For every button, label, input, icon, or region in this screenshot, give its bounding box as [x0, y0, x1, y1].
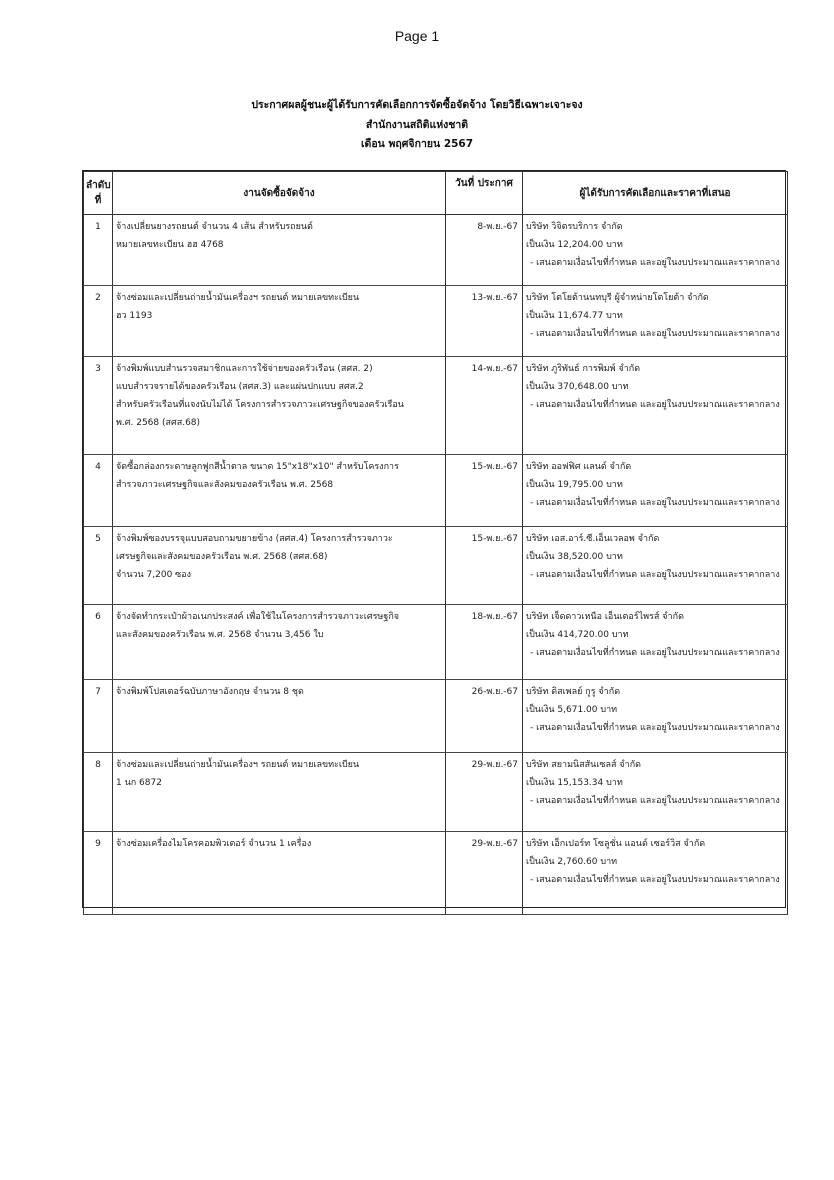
- vendor-amount: เป็นเงิน 19,795.00 บาท: [526, 480, 623, 490]
- item-line: จ้างพิมพ์แบบสำนรวจสมาชิกและการใช้จ่ายของครัวเรือน (สศส. 2): [116, 364, 373, 374]
- vendor-name: บริษัท สยามนิสสันเซลส์ จำกัด: [526, 760, 641, 770]
- item-line: จ้างพิมพ์ซองบรรจุแบบสอบถามขยายข้าง (สศส.4) โครงการสำรวจภาวะ: [116, 534, 393, 544]
- vendor-amount: เป็นเงิน 11,674.77 บาท: [526, 311, 623, 321]
- vendor-condition: - เสนอตามเงื่อนไขที่กำหนด และอยู่ในงบประมาณและราคากลาง: [530, 723, 780, 733]
- row-number: 2: [84, 286, 113, 357]
- row-date: 13-พ.ย.-67: [446, 286, 523, 357]
- row-date: 15-พ.ย.-67: [446, 455, 523, 527]
- row-date: 14-พ.ย.-67: [446, 357, 523, 455]
- item-line: จัดซื้อกล่องกระดาษลูกฟูกสีน้ำตาล ขนาด 15"x18"x10" สำหรับโครงการ: [116, 462, 399, 472]
- row-date: 8-พ.ย.-67: [446, 215, 523, 286]
- vendor-amount: เป็นเงิน 38,520.00 บาท: [526, 552, 623, 562]
- table-row: [84, 605, 788, 680]
- item-line: เศรษฐกิจและสังคมของครัวเรือน พ.ศ. 2568 (สศส.68): [116, 552, 328, 562]
- row-date: 29-พ.ย.-67: [446, 753, 523, 832]
- row-vendor: [523, 286, 788, 357]
- row-item: [113, 680, 446, 753]
- item-line: จ้างพิมพ์โปสเตอร์ฉบับภาษาอังกฤษ จำนวน 8 ชุด: [116, 687, 304, 697]
- row-item: [113, 605, 446, 680]
- table-row: [84, 455, 788, 527]
- page-label: Page 1: [394, 28, 440, 44]
- row-vendor: [523, 357, 788, 455]
- row-number: 8: [84, 753, 113, 832]
- row-vendor: [523, 527, 788, 605]
- row-date: 18-พ.ย.-67: [446, 605, 523, 680]
- row-date: 15-พ.ย.-67: [446, 527, 523, 605]
- procurement-table: [82, 170, 786, 908]
- item-line: ฮว 1193: [116, 311, 153, 321]
- vendor-name: บริษัท ดิสเพลย์ กูรู จำกัด: [526, 687, 621, 697]
- row-item: [113, 455, 446, 527]
- item-line: จ้างซ่อมเครื่องไมโครคอมพิวเตอร์ จำนวน 1 เครื่อง: [116, 839, 312, 849]
- row-item: [113, 286, 446, 357]
- item-line: จ้างซ่อมและเปลี่ยนถ่ายน้ำมันเครื่องฯ รถยนต์ หมายเลขทะเบียน: [116, 760, 360, 770]
- vendor-amount: เป็นเงิน 414,720.00 บาท: [526, 630, 629, 640]
- row-vendor: [523, 455, 788, 527]
- row-number: 6: [84, 605, 113, 680]
- row-vendor: [523, 605, 788, 680]
- table-row: [84, 215, 788, 286]
- row-vendor: [523, 215, 788, 286]
- vendor-name: บริษัท วิจิตรบริการ จำกัด: [526, 222, 623, 232]
- table-row: [84, 753, 788, 832]
- row-number: 9: [84, 832, 113, 915]
- row-number: 3: [84, 357, 113, 455]
- row-item: [113, 527, 446, 605]
- vendor-name: บริษัท โตโยต้านนทบุรี ผู้จำหน่ายโตโยต้า จำกัด: [526, 293, 709, 303]
- item-line: แบบสำรวจรายได้ของครัวเรือน (สศส.3) และแผ่นปกแบบ สศส.2: [116, 382, 364, 392]
- row-date: 26-พ.ย.-67: [446, 680, 523, 753]
- vendor-condition: - เสนอตามเงื่อนไขที่กำหนด และอยู่ในงบประมาณและราคากลาง: [530, 875, 780, 885]
- vendor-amount: เป็นเงิน 12,204.00 บาท: [526, 240, 623, 250]
- row-item: [113, 832, 446, 915]
- vendor-amount: เป็นเงิน 370,648.00 บาท: [526, 382, 629, 392]
- item-line: สำหรับครัวเรือนที่แจงนับไม่ได้ โครงการสำรวจภาวะเศรษฐกิจของครัวเรือน: [116, 400, 404, 410]
- vendor-name: บริษัท เจ็ดดาวเหนือ เอ็นเตอร์ไพรส์ จำกัด: [526, 612, 684, 622]
- row-item: [113, 357, 446, 455]
- row-item: [113, 753, 446, 832]
- vendor-condition: - เสนอตามเงื่อนไขที่กำหนด และอยู่ในงบประมาณและราคากลาง: [530, 400, 780, 410]
- vendor-name: บริษัท เอ็กเปอร์ท โซลูชั่น แอนด์ เซอร์วิส จำกัด: [526, 839, 706, 849]
- row-vendor: [523, 753, 788, 832]
- vendor-amount: เป็นเงิน 15,153.34 บาท: [526, 778, 623, 788]
- row-vendor: [523, 832, 788, 915]
- row-number: 4: [84, 455, 113, 527]
- vendor-name: บริษัท ออฟฟิศ แลนด์ จำกัด: [526, 462, 632, 472]
- header-date: วันที่ ประกาศ: [446, 172, 523, 215]
- header-no: ลำดับที่: [84, 172, 113, 215]
- header-vendor: ผู้ได้รับการคัดเลือกและราคาที่เสนอ: [523, 172, 788, 215]
- item-line: พ.ศ. 2568 (สศส.68): [116, 418, 201, 428]
- header-item: งานจัดซื้อจัดจ้าง: [113, 172, 446, 215]
- row-number: 7: [84, 680, 113, 753]
- item-line: จ้างซ่อมและเปลี่ยนถ่ายน้ำมันเครื่องฯ รถยนต์ หมายเลขทะเบียน: [116, 293, 360, 303]
- table-header-row: [84, 172, 788, 215]
- vendor-condition: - เสนอตามเงื่อนไขที่กำหนด และอยู่ในงบประมาณและราคากลาง: [530, 329, 780, 339]
- row-item: [113, 215, 446, 286]
- row-number: 5: [84, 527, 113, 605]
- table-row: [84, 357, 788, 455]
- vendor-amount: เป็นเงิน 2,760.60 บาท: [526, 857, 618, 867]
- vendor-amount: เป็นเงิน 5,671.00 บาท: [526, 705, 618, 715]
- table-row: [84, 286, 788, 357]
- announcement-title: ประกาศผลผู้ชนะผู้ได้รับการคัดเลือกการจัดซื้อจัดจ้าง โดยวิธีเฉพาะเจาะจง: [251, 99, 583, 111]
- item-line: จำนวน 7,200 ซอง: [116, 570, 192, 580]
- vendor-condition: - เสนอตามเงื่อนไขที่กำหนด และอยู่ในงบประมาณและราคากลาง: [530, 570, 780, 580]
- vendor-condition: - เสนอตามเงื่อนไขที่กำหนด และอยู่ในงบประมาณและราคากลาง: [530, 648, 780, 658]
- item-line: จ้างเปลี่ยนยางรถยนต์ จำนวน 4 เส้น สำหรับรถยนต์: [116, 222, 313, 232]
- row-number: 1: [84, 215, 113, 286]
- item-line: หมายเลขทะเบียน ฮฮ 4768: [116, 240, 224, 250]
- item-line: สำรวจภาวะเศรษฐกิจและสังคมของครัวเรือน พ.ศ. 2568: [116, 480, 334, 490]
- row-date: 29-พ.ย.-67: [446, 832, 523, 915]
- month-label: เดือน พฤศจิกายน 2567: [360, 138, 474, 150]
- table-row: [84, 832, 788, 915]
- vendor-condition: - เสนอตามเงื่อนไขที่กำหนด และอยู่ในงบประมาณและราคากลาง: [530, 796, 780, 806]
- item-line: จ้างจัดทำกระเป๋าผ้าอเนกประสงค์ เพื่อใช้ในโครงการสำรวจภาวะเศรษฐกิจ: [116, 612, 400, 622]
- vendor-name: บริษัท เอส.อาร์.ซี.เอ็นเวลอพ จำกัด: [526, 534, 660, 544]
- table-row: [84, 680, 788, 753]
- agency-name: สำนักงานสถิติแห่งชาติ: [365, 119, 469, 131]
- item-line: และสังคมของครัวเรือน พ.ศ. 2568 จำนวน 3,456 ใบ: [116, 630, 324, 640]
- vendor-condition: - เสนอตามเงื่อนไขที่กำหนด และอยู่ในงบประมาณและราคากลาง: [530, 498, 780, 508]
- item-line: 1 นก 6872: [116, 778, 162, 788]
- vendor-name: บริษัท ภูริพันธ์ การพิมพ์ จำกัด: [526, 364, 641, 374]
- table-row: [84, 527, 788, 605]
- row-vendor: [523, 680, 788, 753]
- vendor-condition: - เสนอตามเงื่อนไขที่กำหนด และอยู่ในงบประมาณและราคากลาง: [530, 258, 780, 268]
